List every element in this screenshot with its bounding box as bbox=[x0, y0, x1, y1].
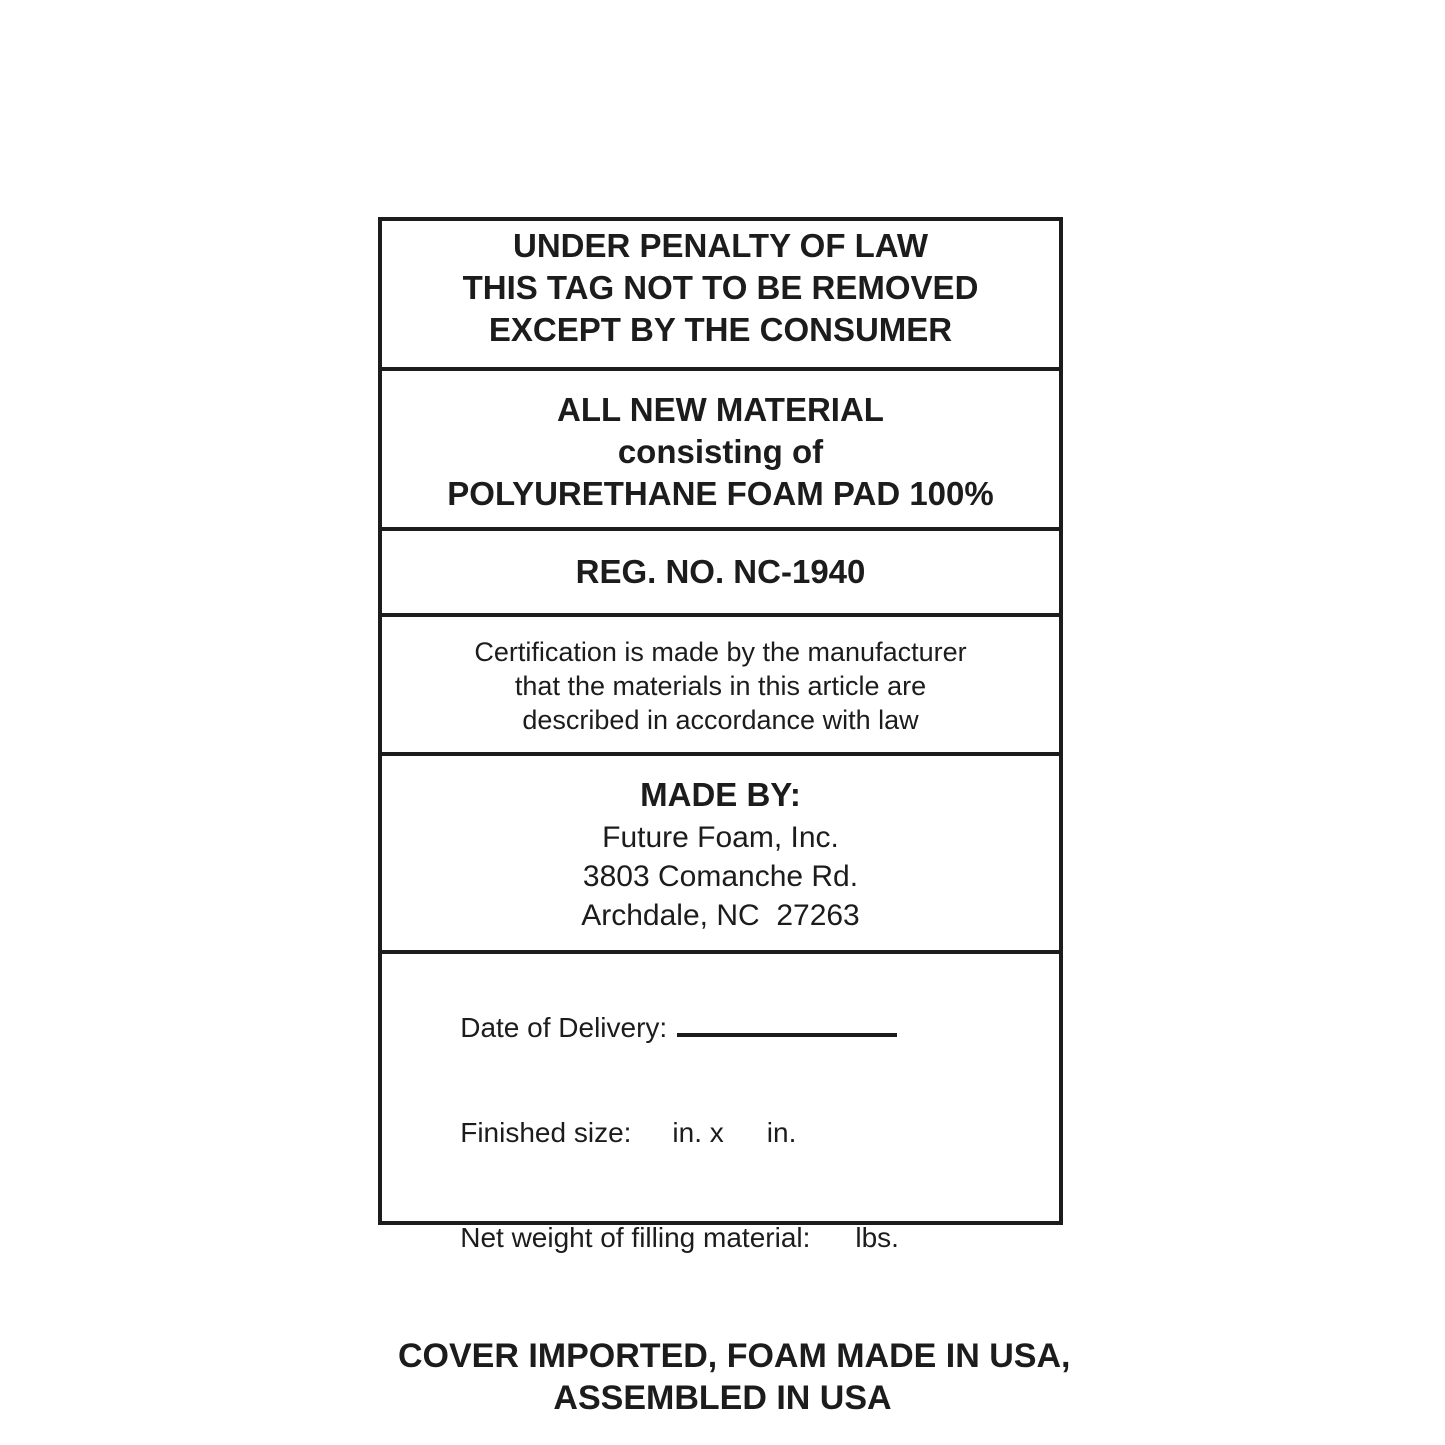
certification-line-2: that the materials in this article are bbox=[514, 671, 927, 701]
finished-size-row bbox=[398, 1080, 1047, 1185]
manufacturer-street: 3803 Comanche Rd. bbox=[582, 860, 859, 893]
finished-size-unit-1: in. x bbox=[672, 1117, 724, 1148]
material-line-2: consisting of bbox=[617, 433, 824, 470]
origin-line-1: COVER IMPORTED, FOAM MADE IN USA, bbox=[398, 1337, 1071, 1375]
finished-size-label: Finished size: bbox=[460, 1117, 632, 1148]
penalty-line-1: UNDER PENALTY OF LAW bbox=[513, 227, 928, 264]
manufacturer-address bbox=[581, 818, 860, 935]
certification-line-3: described in accordance with law bbox=[522, 705, 919, 735]
registration-number: REG. NO. NC-1940 bbox=[575, 553, 866, 590]
certification-section bbox=[382, 613, 1059, 752]
manufacturer-name: Future Foam, Inc. bbox=[602, 821, 839, 854]
delivery-details-section bbox=[382, 950, 1071, 1417]
date-of-delivery-label: Date of Delivery: bbox=[460, 1012, 668, 1043]
law-label-tag bbox=[378, 217, 1071, 1417]
origin-line-2: ASSEMBLED IN USA bbox=[553, 1379, 892, 1417]
date-of-delivery-blank bbox=[677, 1007, 897, 1037]
made-by-heading: MADE BY: bbox=[640, 776, 801, 813]
made-by-section bbox=[382, 752, 1059, 950]
material-content-section bbox=[382, 367, 1059, 527]
net-weight-unit: lbs. bbox=[855, 1222, 899, 1253]
penalty-line-3: EXCEPT BY THE CONSUMER bbox=[488, 311, 953, 348]
net-weight-row bbox=[398, 1185, 1047, 1290]
penalty-line-2: THIS TAG NOT TO BE REMOVED bbox=[462, 269, 979, 306]
certification-line-1: Certification is made by the manufacturer bbox=[474, 637, 967, 667]
material-line-1: ALL NEW MATERIAL bbox=[557, 391, 884, 428]
manufacturer-city: Archdale, NC 27263 bbox=[581, 899, 860, 932]
origin-statement bbox=[398, 1335, 1071, 1419]
date-of-delivery-row bbox=[398, 972, 1047, 1080]
net-weight-label: Net weight of filling material: bbox=[460, 1222, 811, 1253]
finished-size-unit-2: in. bbox=[766, 1117, 797, 1148]
penalty-notice-section bbox=[382, 221, 1059, 367]
material-line-3: POLYURETHANE FOAM PAD 100% bbox=[447, 475, 994, 512]
registration-number-section bbox=[382, 527, 1059, 613]
